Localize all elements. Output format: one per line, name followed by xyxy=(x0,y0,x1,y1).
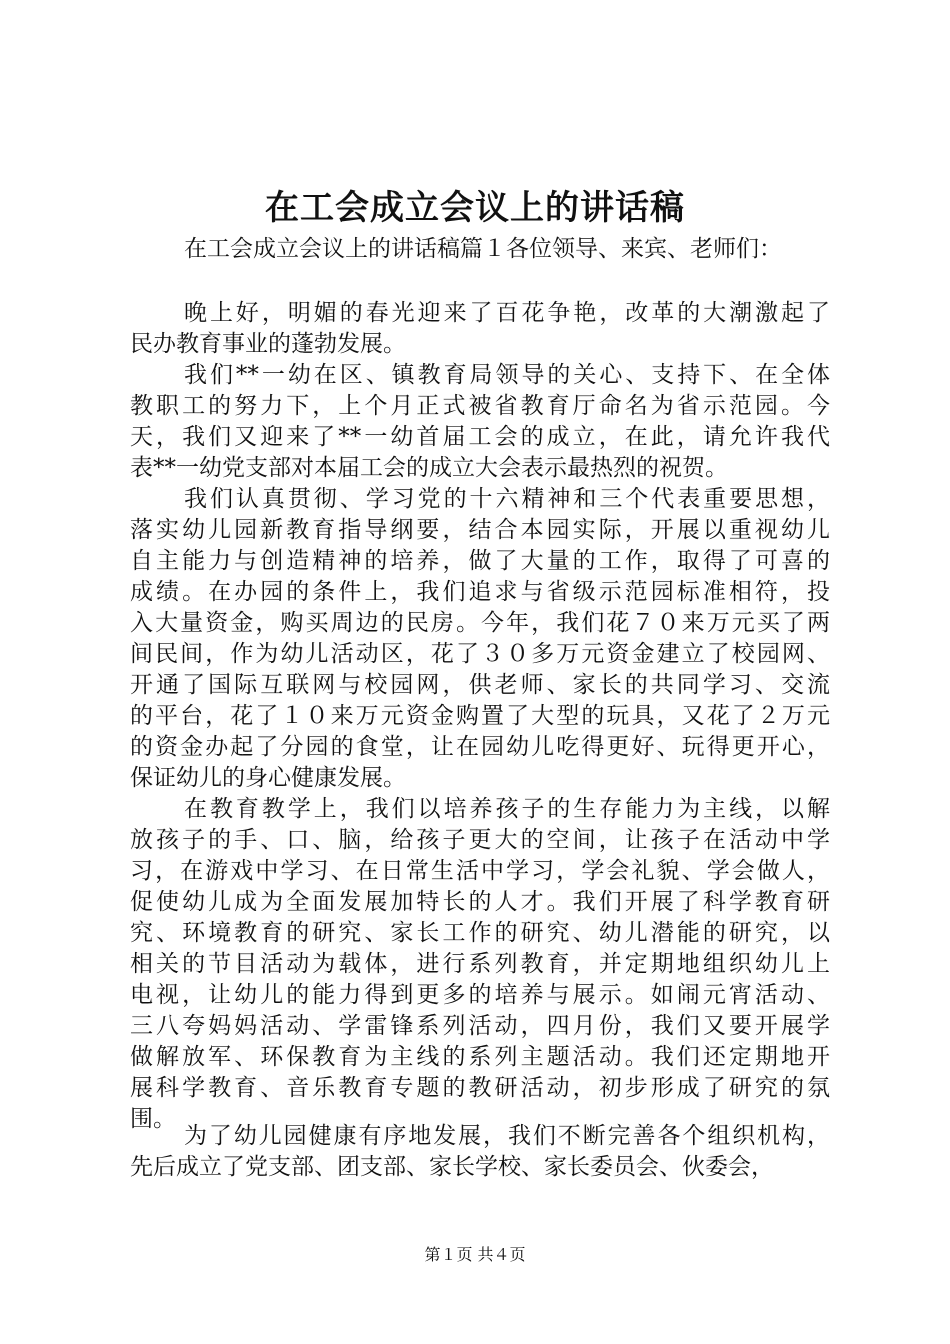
paragraph-line: 放孩子的手、口、脑，给孩子更大的空间，让孩子在活动中学 xyxy=(130,827,830,853)
paragraph-first-line: 在工会成立会议上的讲话稿篇１各位领导、来宾、老师们： xyxy=(184,236,782,262)
paragraph-line: 表**一幼党支部对本届工会的成立大会表示最热烈的祝贺。 xyxy=(130,455,728,481)
paragraph-first-line: 在教育教学上，我们以培养孩子的生存能力为主线，以解 xyxy=(184,796,830,822)
paragraph-line: 落实幼儿园新教育指导纲要，结合本园实际，开展以重视幼儿 xyxy=(130,517,830,543)
paragraph-line: 相关的节目活动为载体，进行系列教育，并定期地组织幼儿上 xyxy=(130,951,830,977)
paragraph-first-line: 为了幼儿园健康有序地发展，我们不断完善各个组织机构， xyxy=(184,1123,830,1149)
paragraph-line: 展科学教育、音乐教育专题的教研活动，初步形成了研究的氛 xyxy=(130,1075,830,1101)
paragraph-line: 做解放军、环保教育为主线的系列主题活动。我们还定期地开 xyxy=(130,1044,830,1070)
paragraph-line: 保证幼儿的身心健康发展。 xyxy=(130,765,406,791)
paragraph-line: 究、环境教育的研究、家长工作的研究、幼儿潜能的研究，以 xyxy=(130,920,830,946)
paragraph-line: 民办教育事业的蓬勃发展。 xyxy=(130,331,406,357)
paragraph-line: 促使幼儿成为全面发展加特长的人才。我们开展了科学教育研 xyxy=(130,889,830,915)
paragraph-line: 开通了国际互联网与校园网，供老师、家长的共同学习、交流 xyxy=(130,672,830,698)
paragraph-line: 教职工的努力下，上个月正式被省教育厅命名为省示范园。今 xyxy=(130,393,830,419)
paragraph-line: 天，我们又迎来了**一幼首届工会的成立，在此，请允许我代 xyxy=(130,424,830,450)
paragraph-line: 间民间，作为幼儿活动区，花了３０多万元资金建立了校园网、 xyxy=(130,641,830,667)
paragraph-line: 电视，让幼儿的能力得到更多的培养与展示。如闹元宵活动、 xyxy=(130,982,830,1008)
paragraph-line: 成绩。在办园的条件上，我们追求与省级示范园标准相符，投 xyxy=(130,579,830,605)
paragraph-first-line: 我们认真贯彻、学习党的十六精神和三个代表重要思想， xyxy=(184,486,830,512)
paragraph-line: 围。 xyxy=(130,1106,176,1132)
paragraph-first-line: 我们**一幼在区、镇教育局领导的关心、支持下、在全体 xyxy=(184,362,830,388)
paragraph-line: 先后成立了党支部、团支部、家长学校、家长委员会、伙委会， xyxy=(130,1154,774,1180)
page-footer: 第１页 共４页 xyxy=(424,1245,526,1264)
document-title: 在工会成立会议上的讲话稿 xyxy=(265,188,685,228)
paragraph-line: 习，在游戏中学习、在日常生活中学习，学会礼貌、学会做人， xyxy=(130,858,830,884)
paragraph-line: 入大量资金，购买周边的民房。今年，我们花７０来万元买了两 xyxy=(130,610,830,636)
paragraph-line: 三八夸妈妈活动、学雷锋系列活动，四月份，我们又要开展学 xyxy=(130,1013,830,1039)
paragraph-line: 自主能力与创造精神的培养，做了大量的工作，取得了可喜的 xyxy=(130,548,830,574)
paragraph-line: 的资金办起了分园的食堂，让在园幼儿吃得更好、玩得更开心， xyxy=(130,734,830,760)
paragraph-line: 的平台，花了１０来万元资金购置了大型的玩具，又花了２万元 xyxy=(130,703,830,729)
paragraph-first-line: 晚上好，明媚的春光迎来了百花争艳，改革的大潮激起了 xyxy=(184,300,830,326)
